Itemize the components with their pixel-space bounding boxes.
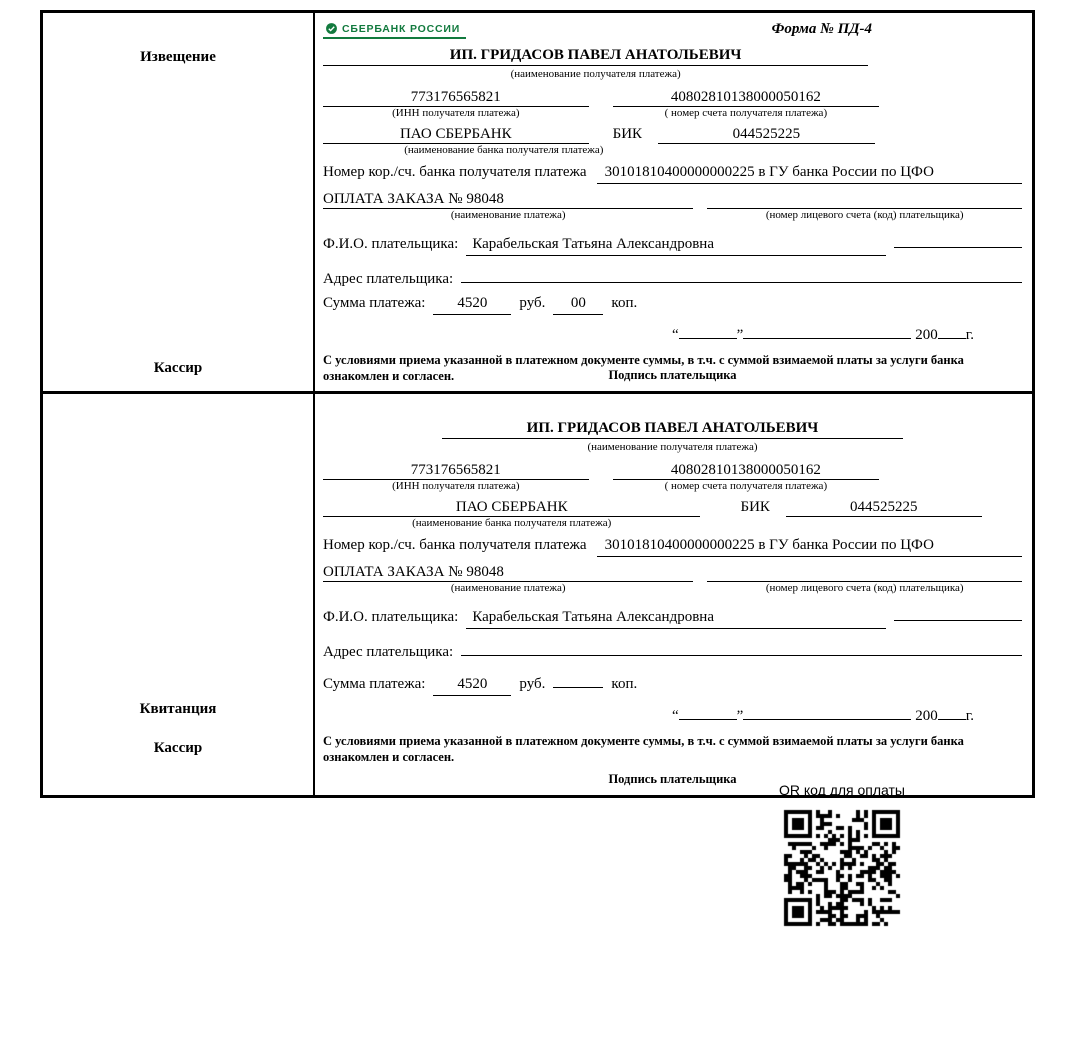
recipient-caption: (наименование получателя платежа) <box>587 441 758 454</box>
quote-open: “ <box>671 327 679 343</box>
payment-form <box>40 10 1035 798</box>
receipt-right-column <box>315 394 1032 794</box>
qr-code <box>778 804 906 932</box>
payer-name-line <box>894 228 1022 248</box>
qr-block <box>752 782 932 932</box>
payer-name-value: Карабельская Татьяна Александровна <box>466 236 886 256</box>
quote-close: ” <box>736 327 744 343</box>
sberbank-logo <box>323 21 466 39</box>
payer-address-label: Адрес плательщика: <box>323 644 454 661</box>
date-day-line <box>679 704 737 720</box>
quote-open: “ <box>671 708 679 725</box>
rub-label: руб. <box>519 295 546 311</box>
signature-label: Подпись плательщика <box>608 771 737 786</box>
date-year-line <box>938 323 966 339</box>
account-caption: ( номер счета получателя платежа) <box>664 107 828 119</box>
date-line <box>323 704 974 725</box>
cashier-label: Кассир <box>153 739 203 756</box>
date-day-line <box>679 323 737 339</box>
amount-label: Сумма платежа: <box>323 676 426 693</box>
notice-left-column <box>43 13 315 391</box>
corr-account-value: 30101810400000000225 в ГУ банка России по ЦФО <box>597 164 1022 184</box>
receipt-section <box>43 394 1032 794</box>
date-g: г. <box>965 708 974 725</box>
section-label-notice: Извещение <box>140 49 216 65</box>
payment-purpose-caption: (наименование платежа) <box>450 582 566 595</box>
amount-kop-value: 00 <box>553 295 603 315</box>
notice-right-column <box>315 13 1032 391</box>
payer-name-value: Карабельская Татьяна Александровна <box>466 609 886 629</box>
sberbank-logo-text: СБЕРБАНК РОССИИ <box>342 22 461 35</box>
bank-name-value: ПАО СБЕРБАНК <box>323 125 589 144</box>
recipient-caption: (наименование получателя платежа) <box>510 68 681 80</box>
inn-value: 773176565821 <box>323 461 589 480</box>
sberbank-emblem-icon <box>325 22 338 35</box>
inn-value: 773176565821 <box>323 88 589 107</box>
receipt-left-column <box>43 394 315 794</box>
inn-caption: (ИНН получателя платежа) <box>392 107 520 119</box>
personal-account-field <box>707 190 1022 209</box>
amount-rub-value: 4520 <box>433 295 511 315</box>
payer-address-label: Адрес плательщика: <box>323 271 454 287</box>
amount-rub-value: 4520 <box>433 676 511 696</box>
date-month-line <box>743 704 911 720</box>
qr-caption: QR код для оплаты <box>778 782 905 798</box>
amount-label: Сумма платежа: <box>323 295 426 311</box>
payer-name-label: Ф.И.О. плательщика: <box>323 236 459 252</box>
recipient-name: ИП. ГРИДАСОВ ПАВЕЛ АНАТОЛЬЕВИЧ <box>442 420 903 439</box>
personal-account-caption: (номер лицевого счета (код) плательщика) <box>765 582 964 595</box>
payment-purpose-value: ОПЛАТА ЗАКАЗА № 98048 <box>323 190 693 209</box>
kop-label: коп. <box>611 676 638 693</box>
quote-close: ” <box>736 708 744 725</box>
payer-name-line <box>894 601 1022 621</box>
bank-name-caption: (наименование банка получателя платежа) <box>404 144 604 156</box>
inn-caption: (ИНН получателя платежа) <box>392 480 520 493</box>
amount-kop-value <box>553 668 603 688</box>
payment-purpose-value: ОПЛАТА ЗАКАЗА № 98048 <box>323 563 693 582</box>
date-year: 200 <box>915 327 938 343</box>
section-label-receipt: Квитанция <box>139 700 217 717</box>
form-number: Форма № ПД-4 <box>771 21 872 37</box>
bank-name-value: ПАО СБЕРБАНК <box>323 498 700 517</box>
agreement-text: С условиями приема указанной в платежном документе суммы, в т.ч. с суммой взимаемой платы за услуги банка ознакомлен и согласен. <box>323 734 964 764</box>
corr-account-label: Номер кор./сч. банка получателя платежа <box>323 164 587 180</box>
account-value: 40802810138000050162 <box>613 461 879 480</box>
personal-account-field <box>707 563 1022 582</box>
date-year-line <box>938 704 966 720</box>
bik-value: 044525225 <box>786 498 982 517</box>
rub-label: руб. <box>519 676 546 693</box>
bank-name-caption: (наименование банка получателя платежа) <box>412 517 612 530</box>
date-line <box>323 323 974 344</box>
corr-account-label: Номер кор./сч. банка получателя платежа <box>323 537 587 554</box>
account-caption: ( номер счета получателя платежа) <box>664 480 828 493</box>
date-year: 200 <box>915 708 938 725</box>
payer-address-value <box>461 263 1022 283</box>
date-g: г. <box>965 327 974 343</box>
signature-label: Подпись плательщика <box>608 368 737 383</box>
cashier-label: Кассир <box>153 360 203 377</box>
payer-address-value <box>461 636 1022 656</box>
bik-value: 044525225 <box>658 125 875 144</box>
personal-account-caption: (номер лицевого счета (код) плательщика) <box>765 209 964 221</box>
payment-purpose-caption: (наименование платежа) <box>450 209 566 221</box>
recipient-name: ИП. ГРИДАСОВ ПАВЕЛ АНАТОЛЬЕВИЧ <box>323 47 868 66</box>
agreement-text: С условиями приема указанной в платежном документе суммы, в т.ч. с суммой взимаемой платы за услуги банка ознакомлен и согласен. <box>323 353 964 383</box>
kop-label: коп. <box>611 295 638 311</box>
payer-name-label: Ф.И.О. плательщика: <box>323 609 459 626</box>
bik-label: БИК <box>740 499 770 516</box>
account-value: 40802810138000050162 <box>613 88 879 107</box>
date-month-line <box>743 323 911 339</box>
corr-account-value: 30101810400000000225 в ГУ банка России по ЦФО <box>597 537 1022 557</box>
bik-label: БИК <box>612 126 643 142</box>
notice-section <box>43 13 1032 394</box>
